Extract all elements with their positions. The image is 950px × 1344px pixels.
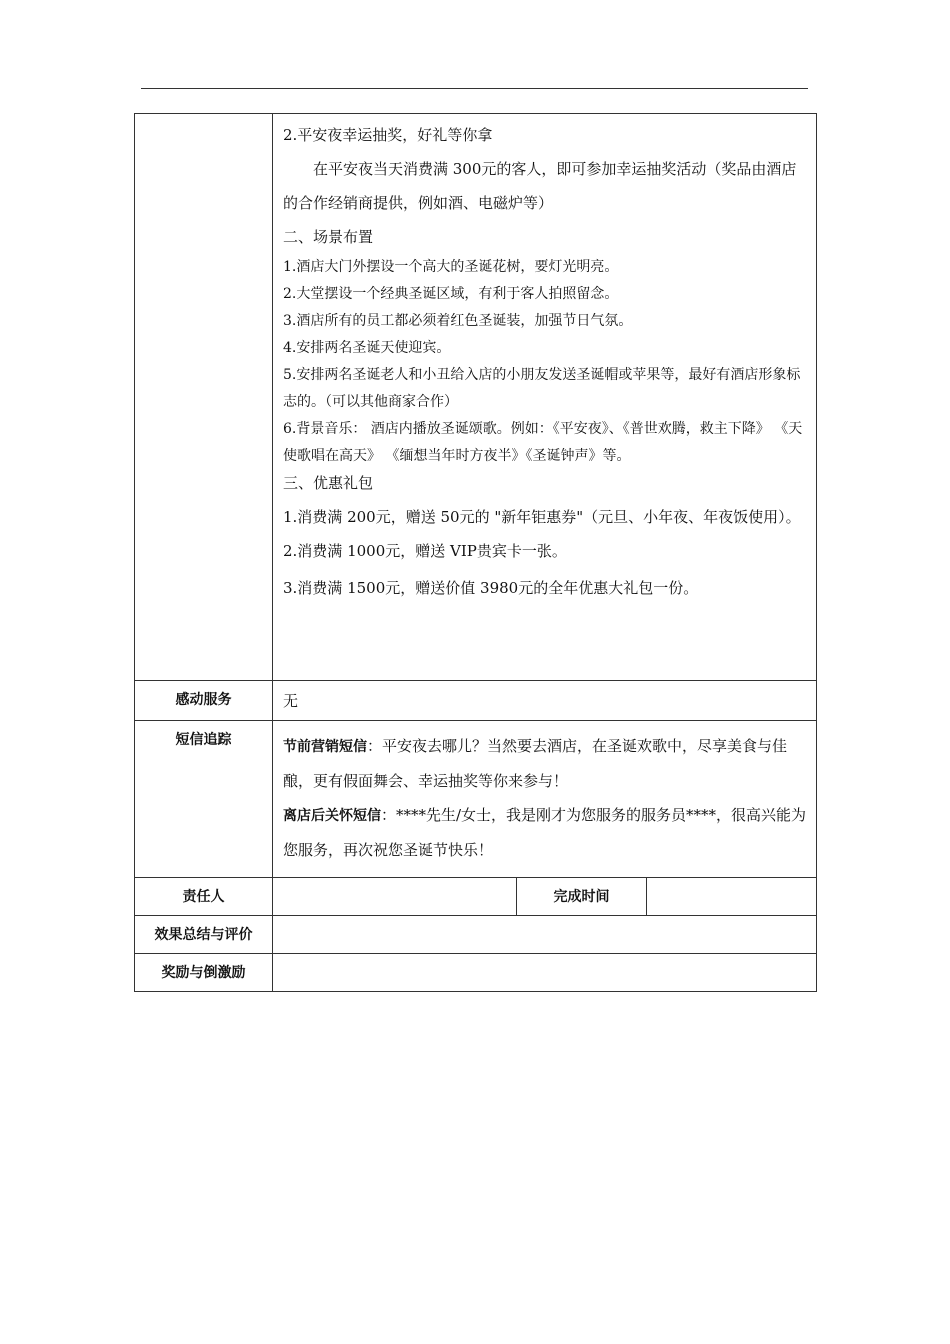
- touch-service-label: 感动服务: [135, 681, 273, 721]
- scene-item: 5.安排两名圣诞老人和小丑给入店的小朋友发送圣诞帽或苹果等，最好有酒店形象标志的。（可以其他商家合作）: [283, 367, 801, 410]
- touch-service-value: 无: [273, 681, 817, 721]
- finish-time-value: [647, 878, 817, 916]
- after-checkout-sms-text: ：****先生/女士，我是刚才为您服务的服务员****，很高兴能为您服务，再次祝您圣诞节快乐！: [283, 806, 807, 859]
- sms-content-cell: [273, 721, 817, 878]
- after-checkout-sms: [283, 798, 808, 867]
- gift-item: 1.消费满 200元，赠送 50元的 "新年钜惠券"（元旦、小年夜、年夜饭使用）。: [283, 508, 801, 526]
- gift-item: 3.消费满 1500元，赠送价值 3980元的全年优惠大礼包一份。: [283, 579, 699, 597]
- owner-row: [135, 878, 817, 916]
- reward-value: [273, 954, 817, 992]
- evaluation-value: [273, 916, 817, 954]
- after-checkout-sms-title: 离店后关怀短信: [283, 808, 381, 824]
- scene-item: 1.酒店大门外摆设一个高大的圣诞花树，要灯光明亮。: [283, 259, 619, 275]
- scene-item: 2.大堂摆设一个经典圣诞区域，有利于客人拍照留念。: [283, 286, 619, 302]
- evaluation-row: [135, 916, 817, 954]
- evaluation-label: 效果总结与评价: [135, 916, 273, 954]
- reward-label: 奖励与倒激励: [135, 954, 273, 992]
- owner-value: [273, 878, 517, 916]
- gift-item: 2.消费满 1000元，赠送 VIP贵宾卡一张。: [283, 542, 567, 560]
- pre-holiday-sms-title: 节前营销短信: [283, 739, 367, 755]
- scene-heading: 二、场景布置: [283, 228, 374, 246]
- activity-content-cell: [273, 114, 817, 681]
- pre-holiday-sms-text: ：平安夜去哪儿？当然要去酒店，在圣诞欢歌中，尽享美食与佳酿，更有假面舞会、幸运抽奖等你来参与！: [283, 737, 788, 790]
- sms-row: [135, 721, 817, 878]
- lottery-title: 2.平安夜幸运抽奖，好礼等你拿: [283, 126, 493, 144]
- lottery-text: 在平安夜当天消费满 300元的客人，即可参加幸运抽奖活动（奖品由酒店的合作经销商提供，例如酒、电磁炉等）: [283, 160, 797, 212]
- header-rule: [141, 88, 808, 89]
- gift-heading: 三、优惠礼包: [283, 474, 374, 492]
- scene-item: 3.酒店所有的员工都必须着红色圣诞装，加强节日气氛。: [283, 313, 633, 329]
- pre-holiday-sms: [283, 729, 808, 798]
- sms-label: 短信追踪: [135, 721, 273, 878]
- reward-row: [135, 954, 817, 992]
- owner-label: 责任人: [135, 878, 273, 916]
- scene-item: 4.安排两名圣诞天使迎宾。: [283, 340, 451, 356]
- finish-time-label: 完成时间: [517, 878, 647, 916]
- activity-label-cell: [135, 114, 273, 681]
- activity-row: [135, 114, 817, 681]
- touch-service-row: [135, 681, 817, 721]
- plan-table: [134, 113, 817, 992]
- scene-item: 6.背景音乐： 酒店内播放圣诞颂歌。例如：《平安夜》、《普世欢腾，救主下降》 《天使歌唱在高天》 《缅想当年时方夜半》《圣诞钟声》等。: [283, 421, 803, 464]
